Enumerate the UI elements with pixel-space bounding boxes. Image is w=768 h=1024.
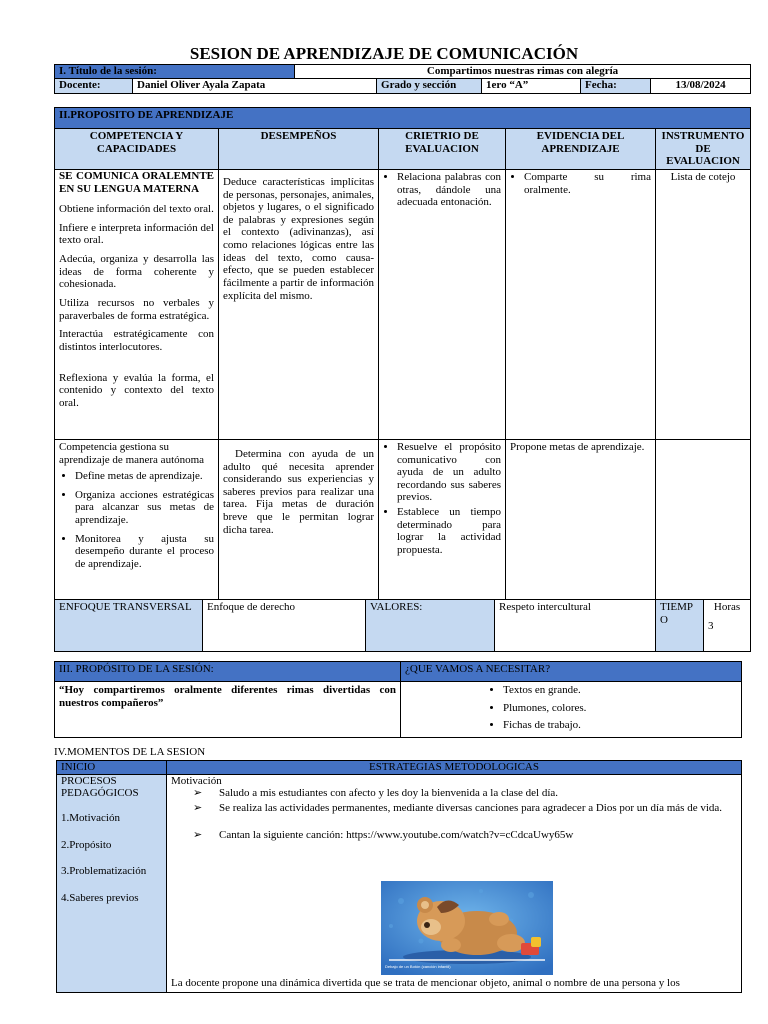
capacidad-item: • Organiza acciones estratégicas para alcanzar sus metas de aprendizaje. bbox=[75, 489, 214, 527]
instrumento-cell-2 bbox=[656, 439, 751, 599]
strategy-item bbox=[171, 787, 737, 800]
capacidad-item: Adecúa, organiza y desarrolla las ideas de forma coherente y cohesionada. bbox=[59, 253, 214, 291]
procesos-cell bbox=[57, 774, 167, 992]
teacher-value: Daniel Oliver Ayala Zapata bbox=[133, 79, 377, 94]
inicio-label: INICIO bbox=[57, 761, 167, 775]
arrow-bullet-icon: ➢ bbox=[193, 828, 203, 841]
competencia-cell-2 bbox=[55, 439, 219, 599]
competencia-cell-1 bbox=[55, 169, 219, 439]
instrumento-cell-1: Lista de cotejo bbox=[656, 169, 751, 439]
tiempo-cell bbox=[704, 599, 751, 651]
criterio-cell-1 bbox=[379, 169, 506, 439]
session-purpose-text: “Hoy compartiremos oralmente diferentes rimas divertidas con nuestros compañeros” bbox=[55, 682, 401, 738]
material-item: • Plumones, colores. bbox=[503, 702, 737, 715]
video-caption: Debajo de un Botón (canción infantil) bbox=[385, 963, 451, 969]
session-title-label: I. Título de la sesión: bbox=[55, 65, 295, 79]
section-title-proposito: II.PROPOSITO DE APRENDIZAJE bbox=[55, 108, 751, 129]
strategy-text: Saludo a mis estudiantes con afecto y les doy la bienvenida a la clase del día. bbox=[219, 787, 559, 800]
materials-cell bbox=[401, 682, 742, 738]
capacidad-item: Obtiene información del texto oral. bbox=[59, 203, 214, 216]
enfoque-label: ENFOQUE TRANSVERSAL bbox=[55, 599, 203, 651]
strategy-item bbox=[171, 829, 737, 842]
tiempo-label: TIEMPO bbox=[656, 599, 704, 651]
teddy-bear-illustration bbox=[381, 881, 553, 975]
col-header-instrumento: INSTRUMENTO DE EVALUACION bbox=[656, 129, 751, 170]
enfoque-value: Enfoque de derecho bbox=[203, 599, 366, 651]
arrow-bullet-icon: ➢ bbox=[193, 801, 203, 814]
competencia-title: SE COMUNICA ORALEMNTE EN SU LENGUA MATERNA bbox=[59, 169, 214, 195]
col-header-criterio: CRIETRIO DE EVALUACION bbox=[379, 129, 506, 170]
estrategias-cell bbox=[167, 774, 742, 992]
session-header-table bbox=[54, 64, 751, 94]
criterio-cell-2 bbox=[379, 439, 506, 599]
desempeno-cell-1: Deduce características implícitas de personas, personajes, animales, objetos y lugares, o el significado de palabras y expresiones según el contexto (adivinanzas), así como relaciones lógicas entre las ideas del texto, como causa-efecto, que se pueden establecer fácilmente a partir de información explícita del mismo. bbox=[219, 169, 379, 439]
capacidad-item: Interactúa estratégicamente con distintos interlocutores. bbox=[59, 328, 214, 353]
desempeno-cell-2: Determina con ayuda de un adulto qué necesita aprender considerando sus experiencias y saberes previos para realizar una tarea. Fija metas de duración breve que le permitan lograr dicha tarea. bbox=[219, 439, 379, 599]
grade-value: 1ero “A” bbox=[482, 79, 581, 94]
valores-value: Respeto intercultural bbox=[495, 599, 656, 651]
procesos-title: PROCESOS PEDAGÓGICOS bbox=[61, 774, 139, 800]
video-thumbnail-image[interactable] bbox=[381, 881, 553, 975]
section-title-momentos: IV.MOMENTOS DE LA SESION bbox=[54, 746, 206, 758]
capacidad-item: Reflexiona y evalúa la forma, el contenido y contexto del texto oral. bbox=[59, 371, 214, 409]
document-title: SESION DE APRENDIZAJE DE COMUNICACIÓN bbox=[189, 44, 579, 63]
learning-purpose-table bbox=[54, 107, 751, 652]
proceso-item: 2.Propósito bbox=[61, 838, 112, 851]
criterio-item: • Establece un tiempo determinado para lograr la actividad propuesta. bbox=[397, 506, 501, 557]
date-value: 13/08/2024 bbox=[651, 79, 751, 94]
evidencia-cell-1 bbox=[506, 169, 656, 439]
session-purpose-label: III. PROPÓSITO DE LA SESIÓN: bbox=[55, 662, 401, 682]
capacidad-item: • Monitorea y ajusta su desempeño durante el proceso de aprendizaje. bbox=[75, 533, 214, 571]
date-label: Fecha: bbox=[581, 79, 651, 94]
grade-label: Grado y sección bbox=[377, 79, 482, 94]
valores-label: VALORES: bbox=[366, 599, 495, 651]
tiempo-value: 3 bbox=[708, 619, 714, 632]
estrategias-label: ESTRATEGIAS METODOLOGICAS bbox=[167, 761, 742, 775]
col-header-desempenos: DESEMPEÑOS bbox=[219, 129, 379, 170]
proceso-item: 4.Saberes previos bbox=[61, 891, 139, 904]
session-purpose-table bbox=[54, 661, 742, 738]
proceso-item: 3.Problematización bbox=[61, 865, 147, 878]
tiempo-unit: Horas bbox=[713, 600, 741, 613]
col-header-competencia: COMPETENCIA Y CAPACIDADES bbox=[55, 129, 219, 170]
session-moments-table bbox=[56, 760, 742, 993]
motivacion-label: Motivación bbox=[171, 774, 222, 787]
closing-text: La docente propone una dinámica divertida que se trata de mencionar objeto, animal o nombre de una persona y los bbox=[171, 976, 680, 989]
competencia-title: Competencia gestiona su aprendizaje de manera autónoma bbox=[59, 440, 205, 466]
evidencia-item: • Comparte su rima oralmente. bbox=[524, 171, 651, 196]
material-item: • Fichas de trabajo. bbox=[503, 719, 737, 732]
capacidad-item: • Define metas de aprendizaje. bbox=[75, 470, 214, 483]
evidencia-cell-2: Propone metas de aprendizaje. bbox=[506, 439, 656, 599]
material-item: • Textos en grande. bbox=[503, 684, 737, 697]
strategy-text: Cantan la siguiente canción: https://www.youtube.com/watch?v=cCdcaUwy65w bbox=[219, 828, 574, 841]
strategy-text: Se realiza las actividades permanentes, mediante diversas canciones para agradecer a Dios por un día más de vida. bbox=[219, 801, 723, 814]
strategy-item bbox=[171, 802, 737, 815]
proceso-item: 1.Motivación bbox=[61, 811, 120, 824]
capacidad-item: Infiere e interpreta información del texto oral. bbox=[59, 221, 214, 247]
criterio-item: • Resuelve el propósito comunicativo con ayuda de un adulto recordando sus saberes previos. bbox=[397, 441, 501, 504]
criterio-item: • Relaciona palabras con otras, dándole una adecuada entonación. bbox=[397, 171, 501, 209]
arrow-bullet-icon: ➢ bbox=[193, 787, 203, 800]
materials-label: ¿QUE VAMOS A NECESITAR? bbox=[401, 662, 742, 682]
col-header-evidencia: EVIDENCIA DEL APRENDIZAJE bbox=[506, 129, 656, 170]
capacidad-item: Utiliza recursos no verbales y paraverbales de forma estratégica. bbox=[59, 297, 214, 322]
session-title-value: Compartimos nuestras rimas con alegría bbox=[295, 65, 751, 79]
teacher-label: Docente: bbox=[55, 79, 133, 94]
